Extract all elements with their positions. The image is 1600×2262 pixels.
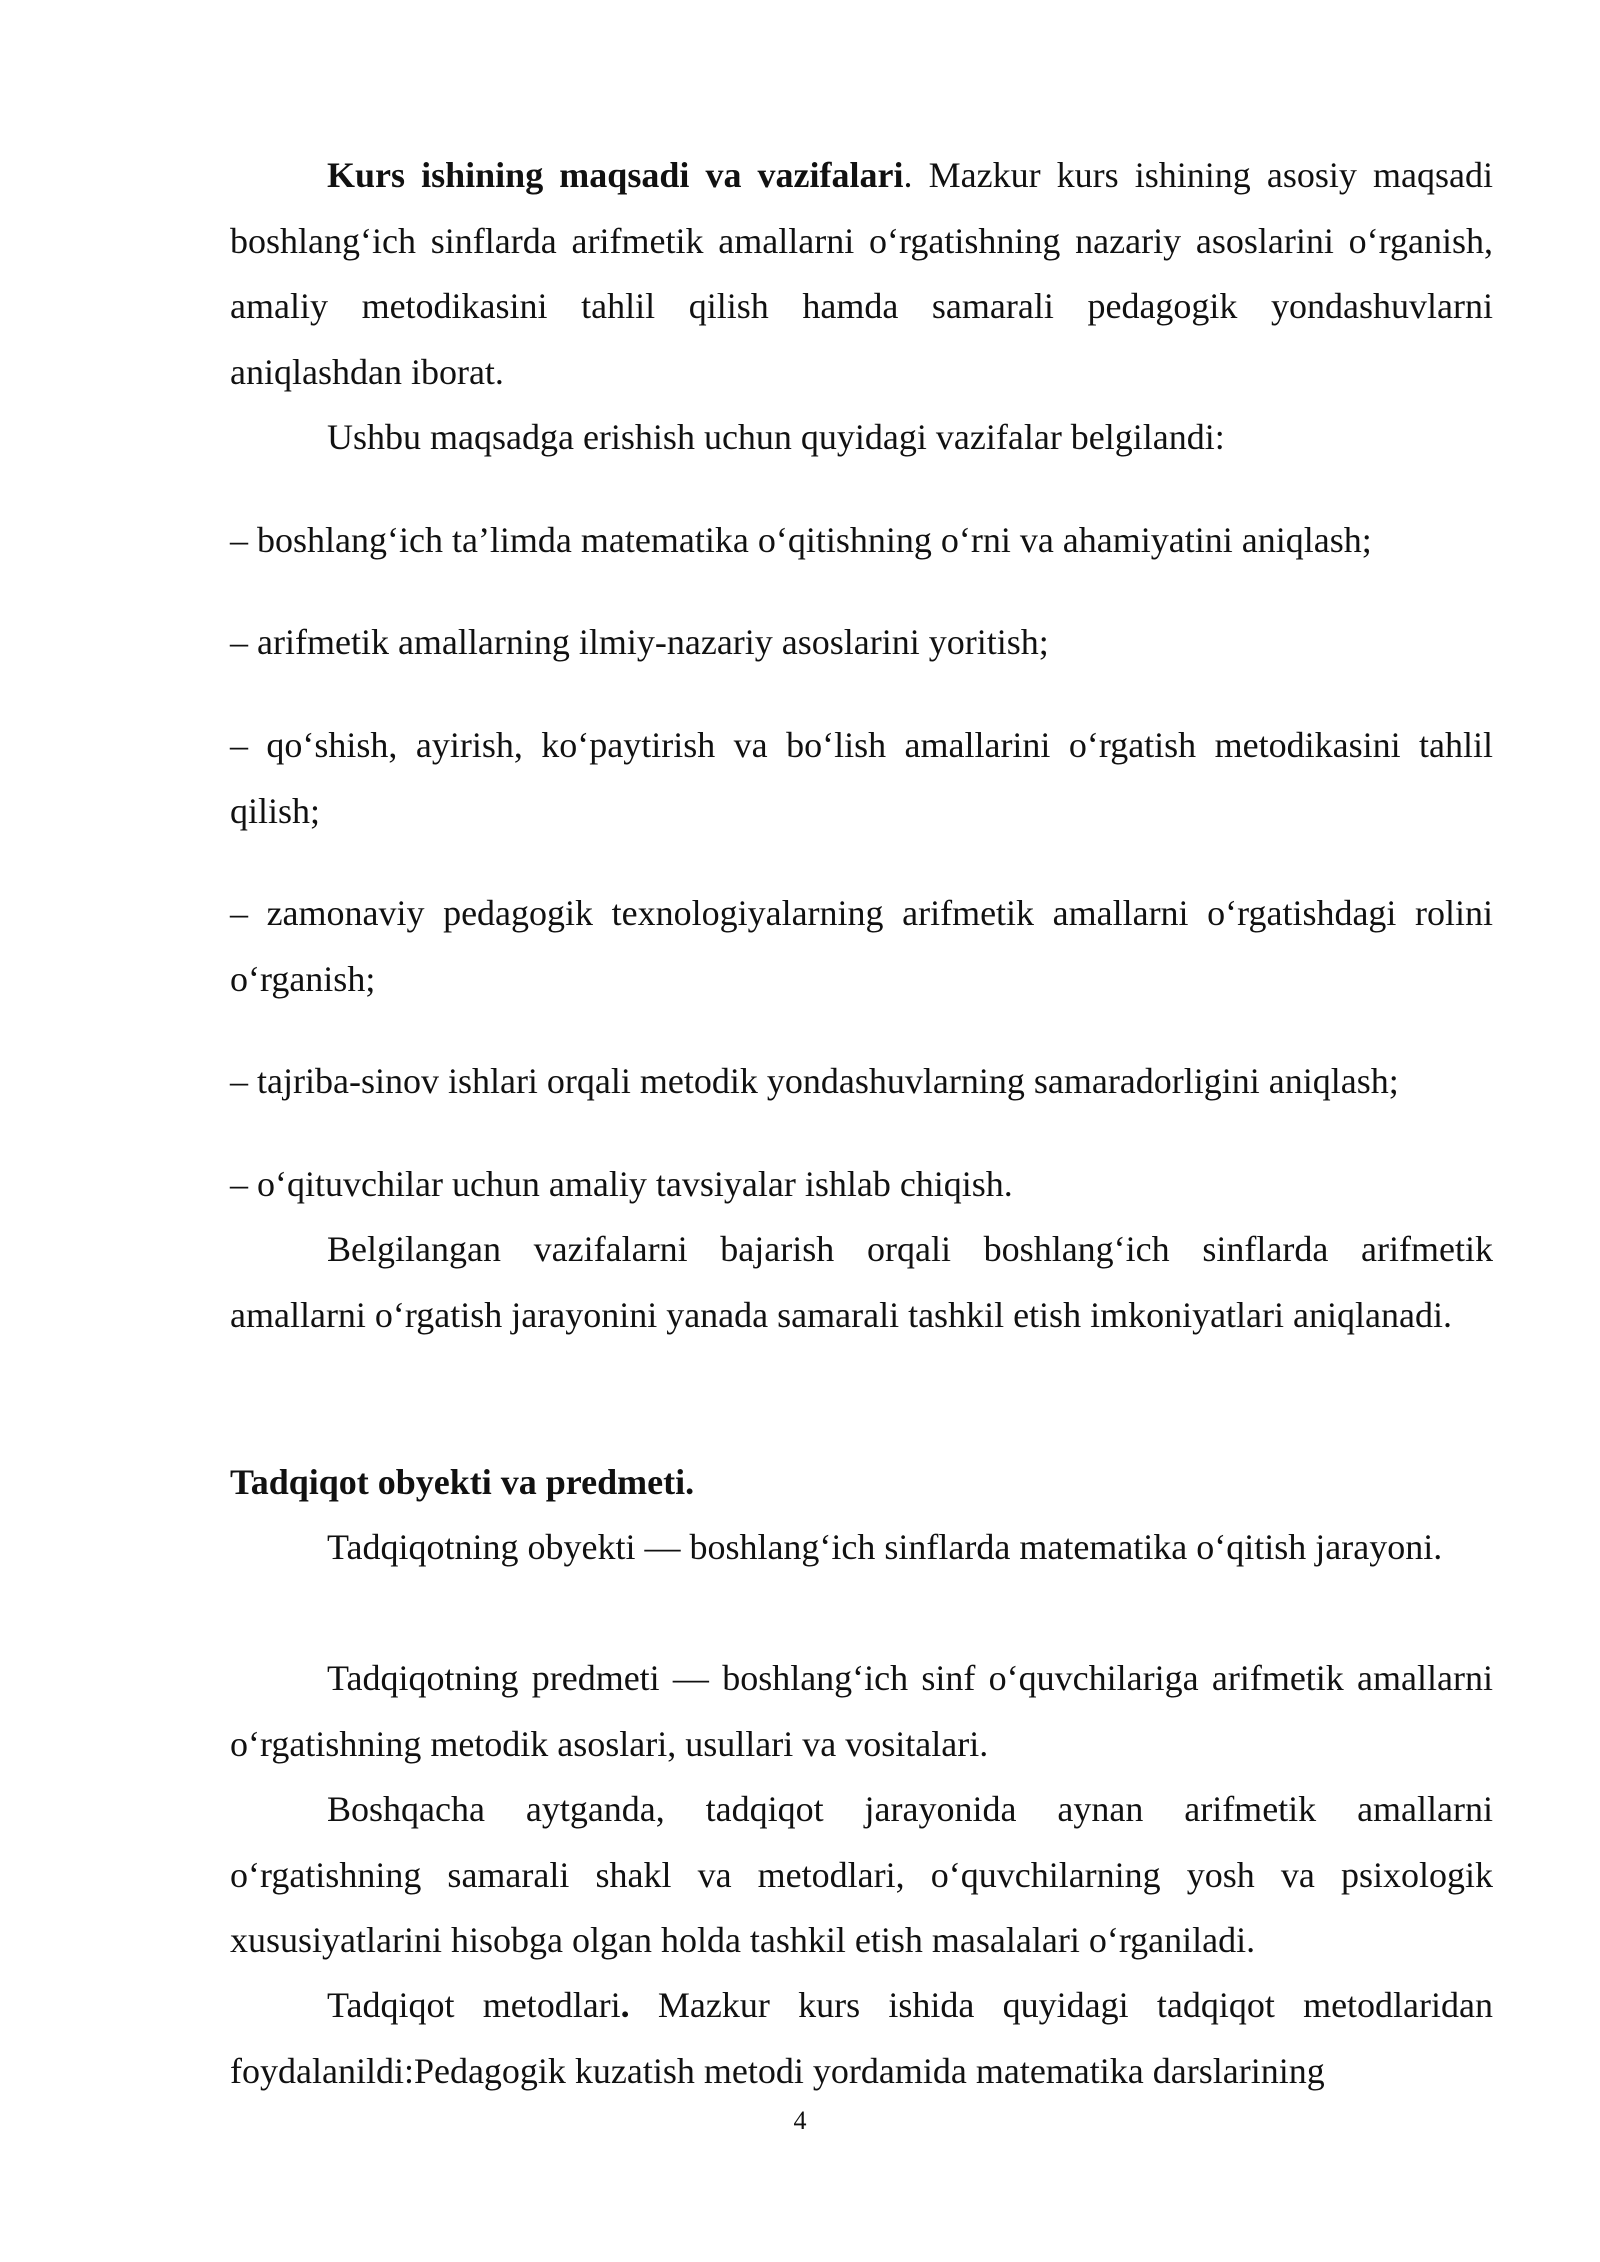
other-paragraph: Boshqacha aytganda, tadqiqot jarayonida aynan arifmetik amallarni o‘rgatishning samarali shakl va metodlari, o‘quvchilarning yosh va psixologik xususiyatlarini hisobga olgan holda tashkil etish masalalari o‘rganiladi. <box>230 1789 1493 1960</box>
task-item-1: – boshlang‘ich ta’limda matematika o‘qitishning o‘rni va ahamiyatini aniqlash; <box>230 520 1372 560</box>
goals-paragraph <box>230 143 1493 405</box>
tasks-intro: Ushbu maqsadga erishish uchun quyidagi vazifalar belgilandi: <box>327 417 1225 457</box>
tasks-conclusion: Belgilangan vazifalarni bajarish orqali boshlang‘ich sinflarda arifmetik amallarni o‘rgatish jarayonini yanada samarali tashkil etish imkoniyatlari aniqlanadi. <box>230 1229 1493 1335</box>
page-number: 4 <box>793 2106 807 2135</box>
object-heading: Tadqiqot obyekti va predmeti. <box>230 1462 695 1502</box>
methods-text: Mazkur kurs ishida quyidagi tadqiqot metodlaridan foydalanildi:Pedagogik kuzatish metodi yordamida matematika darslarining <box>230 1985 1494 2091</box>
task-item-5: – tajriba-sinov ishlari orqali metodik yondashuvlarning samaradorligini aniqlash; <box>230 1061 1399 1101</box>
task-item-6: – o‘qituvchilar uchun amaliy tavsiyalar ishlab chiqish. <box>230 1164 1013 1204</box>
goals-heading-punct: . <box>903 155 913 195</box>
object-paragraph: Tadqiqotning obyekti — boshlang‘ich sinflarda matematika o‘qitish jarayoni. <box>327 1527 1443 1567</box>
methods-heading-punct: . <box>620 1985 630 2025</box>
subject-paragraph: Tadqiqotning predmeti — boshlang‘ich sinf o‘quvchilariga arifmetik amallarni o‘rgatishning metodik asoslari, usullari va vositalari. <box>230 1658 1493 1764</box>
task-item-2: – arifmetik amallarning ilmiy-nazariy asoslarini yoritish; <box>230 622 1049 662</box>
methods-paragraph <box>230 1973 1493 2104</box>
goals-text: Mazkur kurs ishining asosiy maqsadi boshlang‘ich sinflarda arifmetik amallarni o‘rgatishning nazariy asoslarini o‘rganish, amaliy metodikasini tahlil qilish hamda samarali pedagogik yondashuvlarni aniqlashdan iborat. <box>230 155 1493 392</box>
task-item-4: – zamonaviy pedagogik texnologiyalarning arifmetik amallarni o‘rgatishdagi rolini o‘rganish; <box>230 893 1493 999</box>
task-item-3: – qo‘shish, ayirish, ko‘paytirish va bo‘lish amallarini o‘rgatish metodikasini tahlil qilish; <box>230 725 1493 831</box>
goals-heading: Kurs ishining maqsadi va vazifalari <box>327 155 904 195</box>
methods-heading: Tadqiqot metodlari <box>327 1985 621 2025</box>
